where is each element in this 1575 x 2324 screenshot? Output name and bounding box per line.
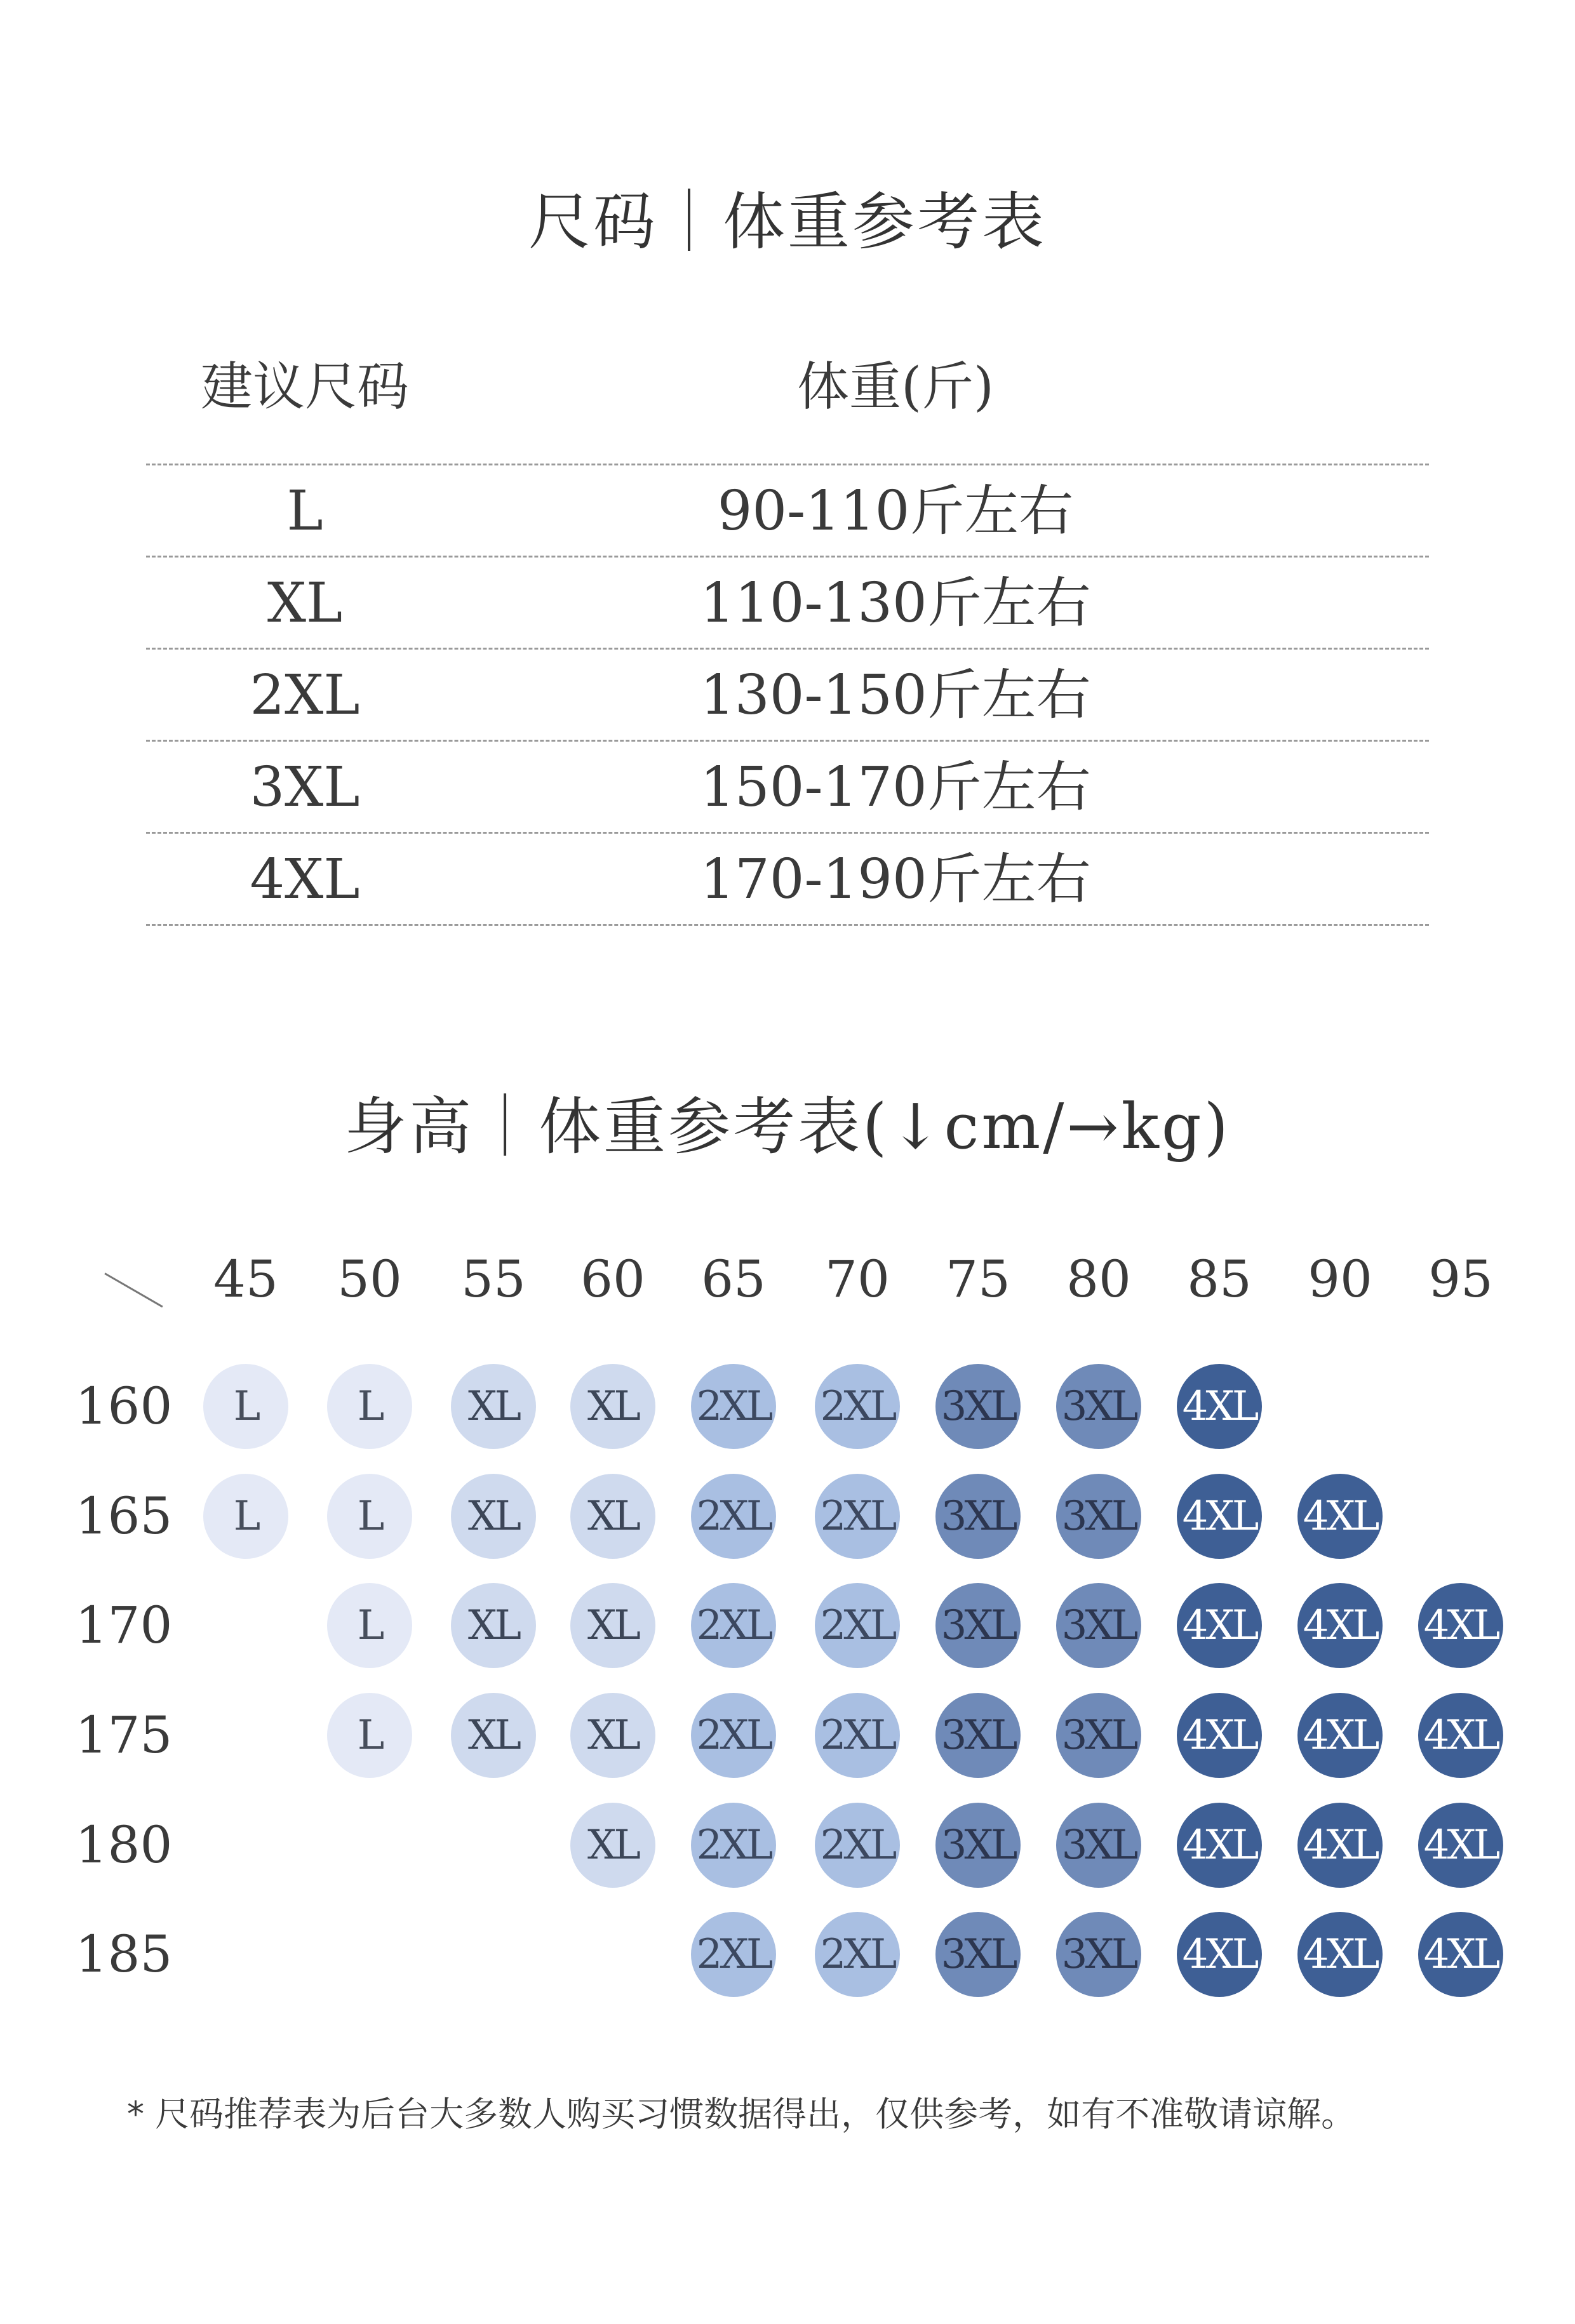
size-dot-2xl: 2XL xyxy=(815,1583,900,1668)
size-dot-2xl: 2XL xyxy=(815,1693,900,1778)
weight-header-70: 70 xyxy=(825,1250,890,1309)
row-size: L xyxy=(286,479,323,543)
size-dot-3xl: 3XL xyxy=(1056,1474,1141,1559)
size-dot-2xl: 2XL xyxy=(815,1912,900,1997)
weight-header-65: 65 xyxy=(701,1250,766,1309)
row-weight: 130-150斤左右 xyxy=(700,664,1091,727)
row-size: 2XL xyxy=(250,664,360,727)
size-dot-xl: XL xyxy=(451,1364,536,1449)
height-header-185: 185 xyxy=(75,1925,173,1984)
size-dot-4xl: 4XL xyxy=(1177,1693,1262,1778)
weight-header-60: 60 xyxy=(580,1250,645,1309)
size-dot-3xl: 3XL xyxy=(1056,1364,1141,1449)
size-dot-4xl: 4XL xyxy=(1418,1912,1503,1997)
height-header-165: 165 xyxy=(75,1486,173,1546)
size-weight-title: 尺码｜体重参考表 xyxy=(528,186,1047,258)
size-dot-4xl: 4XL xyxy=(1177,1912,1262,1997)
size-dot-4xl: 4XL xyxy=(1418,1693,1503,1778)
size-dot-2xl: 2XL xyxy=(815,1474,900,1559)
size-dot-4xl: 4XL xyxy=(1177,1583,1262,1668)
size-dot-3xl: 3XL xyxy=(935,1474,1021,1559)
weight-header-90: 90 xyxy=(1308,1250,1372,1309)
size-dot-3xl: 3XL xyxy=(935,1803,1021,1888)
size-dot-4xl: 4XL xyxy=(1418,1803,1503,1888)
height-header-180: 180 xyxy=(75,1815,173,1874)
row-weight: 170-190斤左右 xyxy=(700,848,1091,911)
size-dot-l: L xyxy=(203,1474,288,1559)
size-dot-xl: XL xyxy=(451,1693,536,1778)
size-dot-xl: XL xyxy=(570,1693,655,1778)
height-header-160: 160 xyxy=(75,1377,173,1436)
row-size: 3XL xyxy=(250,756,360,819)
size-dot-2xl: 2XL xyxy=(691,1474,776,1559)
size-dot-2xl: 2XL xyxy=(691,1583,776,1668)
size-dot-4xl: 4XL xyxy=(1297,1693,1383,1778)
size-dot-2xl: 2XL xyxy=(815,1803,900,1888)
row-weight: 90-110斤左右 xyxy=(717,479,1074,543)
row-weight: 110-130斤左右 xyxy=(700,571,1091,635)
weight-header-95: 95 xyxy=(1428,1250,1493,1309)
size-dot-4xl: 4XL xyxy=(1177,1474,1262,1559)
corner-diagonal xyxy=(104,1272,163,1307)
size-dot-4xl: 4XL xyxy=(1418,1583,1503,1668)
size-dot-l: L xyxy=(327,1474,412,1559)
size-dot-3xl: 3XL xyxy=(935,1583,1021,1668)
size-dot-l: L xyxy=(327,1693,412,1778)
size-dot-2xl: 2XL xyxy=(691,1803,776,1888)
weight-header-80: 80 xyxy=(1066,1250,1131,1309)
size-dot-2xl: 2XL xyxy=(815,1364,900,1449)
row-size: 4XL xyxy=(250,848,360,911)
size-dot-xl: XL xyxy=(451,1474,536,1559)
size-dot-l: L xyxy=(203,1364,288,1449)
header-size: 建议尺码 xyxy=(200,357,409,417)
size-dot-3xl: 3XL xyxy=(1056,1803,1141,1888)
size-dot-xl: XL xyxy=(570,1364,655,1449)
weight-header-45: 45 xyxy=(213,1250,278,1309)
size-dot-l: L xyxy=(327,1364,412,1449)
size-dot-xl: XL xyxy=(570,1803,655,1888)
size-dot-4xl: 4XL xyxy=(1177,1803,1262,1888)
height-header-175: 175 xyxy=(75,1706,173,1765)
size-dot-4xl: 4XL xyxy=(1297,1583,1383,1668)
size-dot-4xl: 4XL xyxy=(1177,1364,1262,1449)
size-dot-3xl: 3XL xyxy=(935,1912,1021,1997)
size-dot-3xl: 3XL xyxy=(935,1693,1021,1778)
size-dot-xl: XL xyxy=(570,1474,655,1559)
weight-header-85: 85 xyxy=(1187,1250,1252,1309)
header-weight: 体重(斤) xyxy=(797,357,994,417)
weight-header-50: 50 xyxy=(337,1250,402,1309)
size-dot-xl: XL xyxy=(451,1583,536,1668)
size-dot-l: L xyxy=(327,1583,412,1668)
weight-header-55: 55 xyxy=(461,1250,526,1309)
height-header-170: 170 xyxy=(75,1596,173,1655)
size-dot-4xl: 4XL xyxy=(1297,1474,1383,1559)
size-dot-4xl: 4XL xyxy=(1297,1803,1383,1888)
size-dot-xl: XL xyxy=(570,1583,655,1668)
disclaimer-note: * 尺码推荐表为后台大多数人购买习惯数据得出，仅供参考，如有不准敬请谅解。 xyxy=(127,2094,1356,2134)
size-dot-3xl: 3XL xyxy=(935,1364,1021,1449)
size-dot-3xl: 3XL xyxy=(1056,1912,1141,1997)
size-dot-2xl: 2XL xyxy=(691,1364,776,1449)
size-dot-2xl: 2XL xyxy=(691,1693,776,1778)
size-dot-4xl: 4XL xyxy=(1297,1912,1383,1997)
size-dot-3xl: 3XL xyxy=(1056,1583,1141,1668)
height-weight-title: 身高｜体重参考表(↓cm/→kg) xyxy=(344,1091,1231,1163)
size-dot-2xl: 2XL xyxy=(691,1912,776,1997)
row-size: XL xyxy=(267,571,343,635)
row-weight: 150-170斤左右 xyxy=(700,756,1091,819)
weight-header-75: 75 xyxy=(946,1250,1010,1309)
size-dot-3xl: 3XL xyxy=(1056,1693,1141,1778)
